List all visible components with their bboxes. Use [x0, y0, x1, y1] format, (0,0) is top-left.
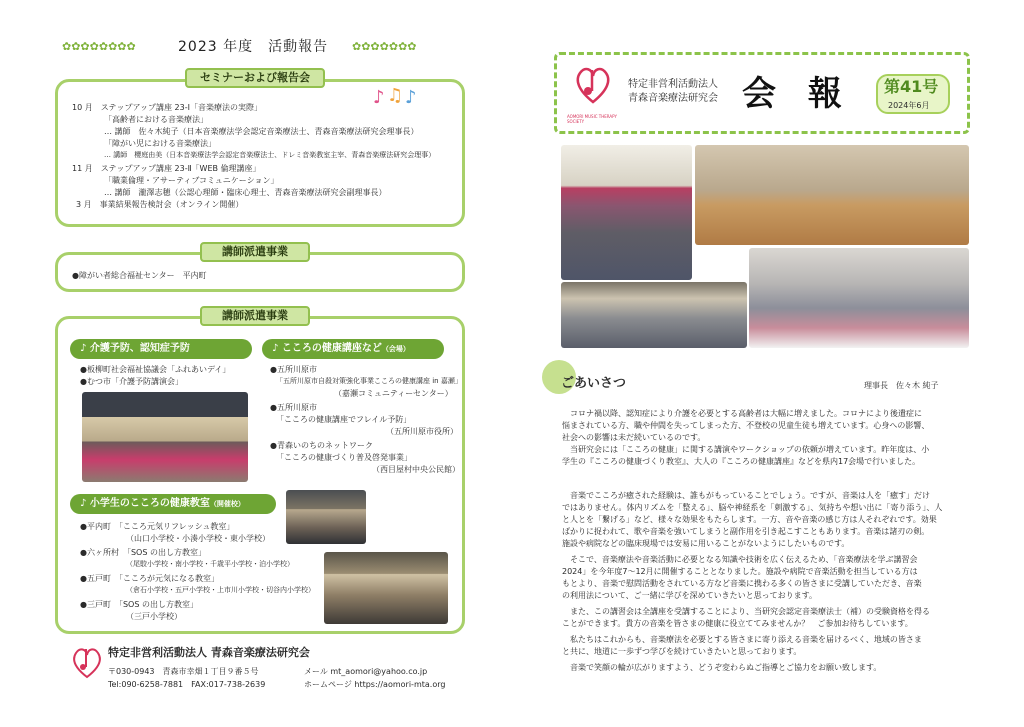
greeting-line: 音楽で笑顔の輪が広がりますよう、どうぞ変わらぬご指導とご協力をお願い致します。 — [562, 663, 882, 672]
mind-line: 「五所川原市自殺対策強化事業こころの健康講座 in 嘉瀬」 — [276, 377, 462, 385]
greeting-line: と共に、地道に一歩ずつ学びを続けていきたいと思っております。 — [562, 647, 802, 656]
mind-line: （嘉瀬コミュニティーセンター） — [334, 389, 453, 398]
school-line: （三戸小学校） — [126, 612, 182, 621]
care-heading: ♪ 介護予防、認知症予防 — [70, 339, 252, 359]
greeting-line: の利用法について、ご一緒に学びを深めていきたいと思っております。 — [562, 591, 818, 600]
issue-number: 第41号 — [884, 77, 939, 96]
svg-text:♪: ♪ — [405, 87, 417, 107]
care-line: ●むつ市「介護予防講演会」 — [80, 377, 183, 386]
issue-date: 2024年6月 — [888, 101, 930, 110]
mind-line: （五所川原市役所） — [386, 427, 458, 436]
greeting-line: また、この講習会は全講座を受講することにより、当研究会認定音楽療法士（補）の受験資格を得る — [562, 607, 930, 616]
school-line: ●平内町 「こころ元気リフレッシュ教室」 — [80, 522, 235, 531]
masthead-title: 会 報 — [742, 74, 852, 114]
greeting-line: 施設や病院などの臨床現場では安易に用いることがないようにしたいものです。 — [562, 539, 850, 548]
greeting-author: 理事長 佐々木 純子 — [864, 381, 939, 390]
logo-icon — [70, 643, 104, 683]
seminar-line: 「障がい児における音楽療法」 — [104, 139, 216, 148]
dispatch-line: ●障がい者総合福祉センター 平内町 — [72, 271, 207, 280]
school-line: （尾駮小学校・南小学校・千歳平小学校・泊小学校） — [126, 560, 294, 568]
dispatch-tag-2: 講師派遣事業 — [200, 306, 310, 326]
music-notes-icon — [373, 83, 425, 107]
clover-row-left-icon: ✿✿✿✿✿✿✿✿ — [62, 40, 136, 53]
masthead-org-1: 特定非営利活動法人 — [628, 79, 718, 90]
school-line: ●三戸町 「SOS の出し方教室」 — [80, 600, 198, 609]
seminar-tag: セミナーおよび報告会 — [185, 68, 325, 88]
greeting-line: そこで、音楽療法や音楽活動に必要となる知識や技術を広く伝えるため、「音楽療法を学ぶ講習会 — [562, 555, 918, 564]
seminar-line: 「高齢者における音楽療法」 — [104, 115, 208, 124]
greeting-line: 当研究会には「こころの健康」に関する講演やワークショップの依頼が増えています。昨年度は、小 — [562, 445, 930, 454]
greeting-line: 私たちはこれからも、音楽療法を必要とする皆さまに寄り添える音楽を届けるべく、地域の皆さま — [562, 635, 922, 644]
greeting-line: ばかりに捉われて、歌や音楽を強いてしまうと副作用を引き起こすこともあります。音楽は諸刃の剣。 — [562, 527, 930, 536]
footer-address: 〒030-0943 青森市幸畑１丁目９番５号 — [108, 667, 259, 676]
greeting-heading: ごあいさつ — [561, 376, 627, 391]
logo-icon — [572, 62, 614, 114]
greeting-line: 社会への影響は未だ続いているのです。 — [562, 433, 706, 442]
mind-line: 「こころの健康づくり普及啓発事業」 — [276, 453, 412, 462]
seminar-line: … 講師 瀧澤志穂（公認心理師・臨床心理士、青森音楽療法研究会副理事長） — [104, 188, 387, 197]
seminar-line: 10 月 ステップアップ講座 23-Ⅰ「音楽療法の実際」 — [72, 103, 262, 112]
masthead-org-2: 青森音楽療法研究会 — [628, 93, 718, 104]
seminar-line: 11 月 ステップアップ講座 23-Ⅱ「WEB 倫理講座」 — [72, 164, 261, 173]
mind-line: （西目屋村中央公民館） — [372, 465, 460, 474]
footer-mail: メール mt_aomori@yahoo.co.jp — [304, 667, 428, 676]
seminar-line: 「職業倫理・アサーティブコミュニケーション」 — [104, 176, 279, 185]
seminar-line: 3 月 事業結果報告検討会（オンライン開催） — [76, 200, 244, 209]
school-photo-2 — [324, 552, 448, 624]
photo-session-2 — [695, 145, 969, 245]
school-heading: ♪ 小学生のこころの健康教室（開催校） — [70, 494, 276, 514]
page-title-left: 2023 年度 活動報告 — [178, 39, 329, 55]
logo-caption: AOMORI MUSIC THERAPY SOCIETY — [567, 114, 617, 124]
photo-session-4 — [749, 248, 969, 348]
photo-session-3 — [561, 282, 747, 348]
school-line: （倉石小学校・五戸小学校・上市川小学校・切谷内小学校） — [126, 586, 315, 594]
mind-line: ●五所川原市 — [270, 403, 317, 412]
greeting-line: と人とを「繋げる」など、様々な効果をもたらします。一方、音や音楽の感じ方は人それぞれです。効果 — [562, 515, 937, 524]
care-line: ●板柳町社会福祉協議会「ふれあいデイ」 — [80, 365, 231, 374]
greeting-line: 悩まされている方、職や仲間を失ってしまった方、不登校の児童生徒も増えています。心身への影響、 — [562, 421, 930, 430]
greeting-line: 音楽でこころが癒された経験は、誰もがもっていることでしょう。ですが、音楽は人を「癒す」だけ — [562, 491, 930, 500]
care-photo — [82, 392, 248, 482]
greeting-line: ではありません。体内リズムを「整える」、脳や神経系を「刺激する」、気持ちや想い出に「寄り添う」、人 — [562, 503, 943, 512]
greeting-line: ことができます。貴方の音楽を皆さまの健康に役立ててみませんか？ ご参加お待ちしています。 — [562, 619, 913, 628]
school-line: ●五戸町 「こころが元気になる教室」 — [80, 574, 219, 583]
mind-line: 「こころの健康講座でフレイル予防」 — [276, 415, 412, 424]
svg-text:♪: ♪ — [373, 87, 385, 107]
school-line: （山口小学校・小湊小学校・東小学校） — [126, 534, 270, 543]
footer-org: 特定非営利活動法人 青森音楽療法研究会 — [108, 646, 310, 659]
greeting-line: もとより、音楽で慰問活動をされている方など音楽に携わる多くの皆さまに受講していただき、音楽 — [562, 579, 922, 588]
footer-tel: Tel:090-6258-7881 FAX:017-738-2639 — [108, 680, 266, 689]
seminar-line: … 講師 櫻庭由美（日本音楽療法学会認定音楽療法士、ドレミ音楽教室主宰、青森音楽療法研究会理事） — [104, 151, 436, 159]
mind-line: ●五所川原市 — [270, 365, 317, 374]
dispatch-tag-1: 講師派遣事業 — [200, 242, 310, 262]
seminar-line: … 講師 佐々木純子（日本音楽療法学会認定音楽療法士、青森音楽療法研究会理事長） — [104, 127, 419, 136]
school-line: ●六ヶ所村 「SOS の出し方教室」 — [80, 548, 206, 557]
svg-text:♫: ♫ — [387, 85, 404, 106]
school-photo-1 — [286, 490, 366, 544]
photo-session-1 — [561, 145, 692, 280]
footer-homepage: ホームページ https://aomori-mta.org — [304, 680, 446, 689]
mind-heading: ♪ こころの健康講座など（会場） — [262, 339, 444, 359]
clover-row-right-icon: ✿✿✿✿✿✿✿ — [352, 40, 417, 53]
greeting-line: 学生の『こころの健康づくり教室』、大人の『こころの健康講座』などを県内17会場で行いました。 — [562, 457, 921, 466]
greeting-line: 2024」を今年度7～12月に開催することとなりました。施設や病院で音楽活動を担当している方は — [562, 567, 918, 576]
greeting-line: コロナ禍以降、認知症により介護を必要とする高齢者は大幅に増えました。コロナにより後遺症に — [562, 409, 922, 418]
mind-line: ●青森いのちのネットワーク — [270, 441, 373, 450]
